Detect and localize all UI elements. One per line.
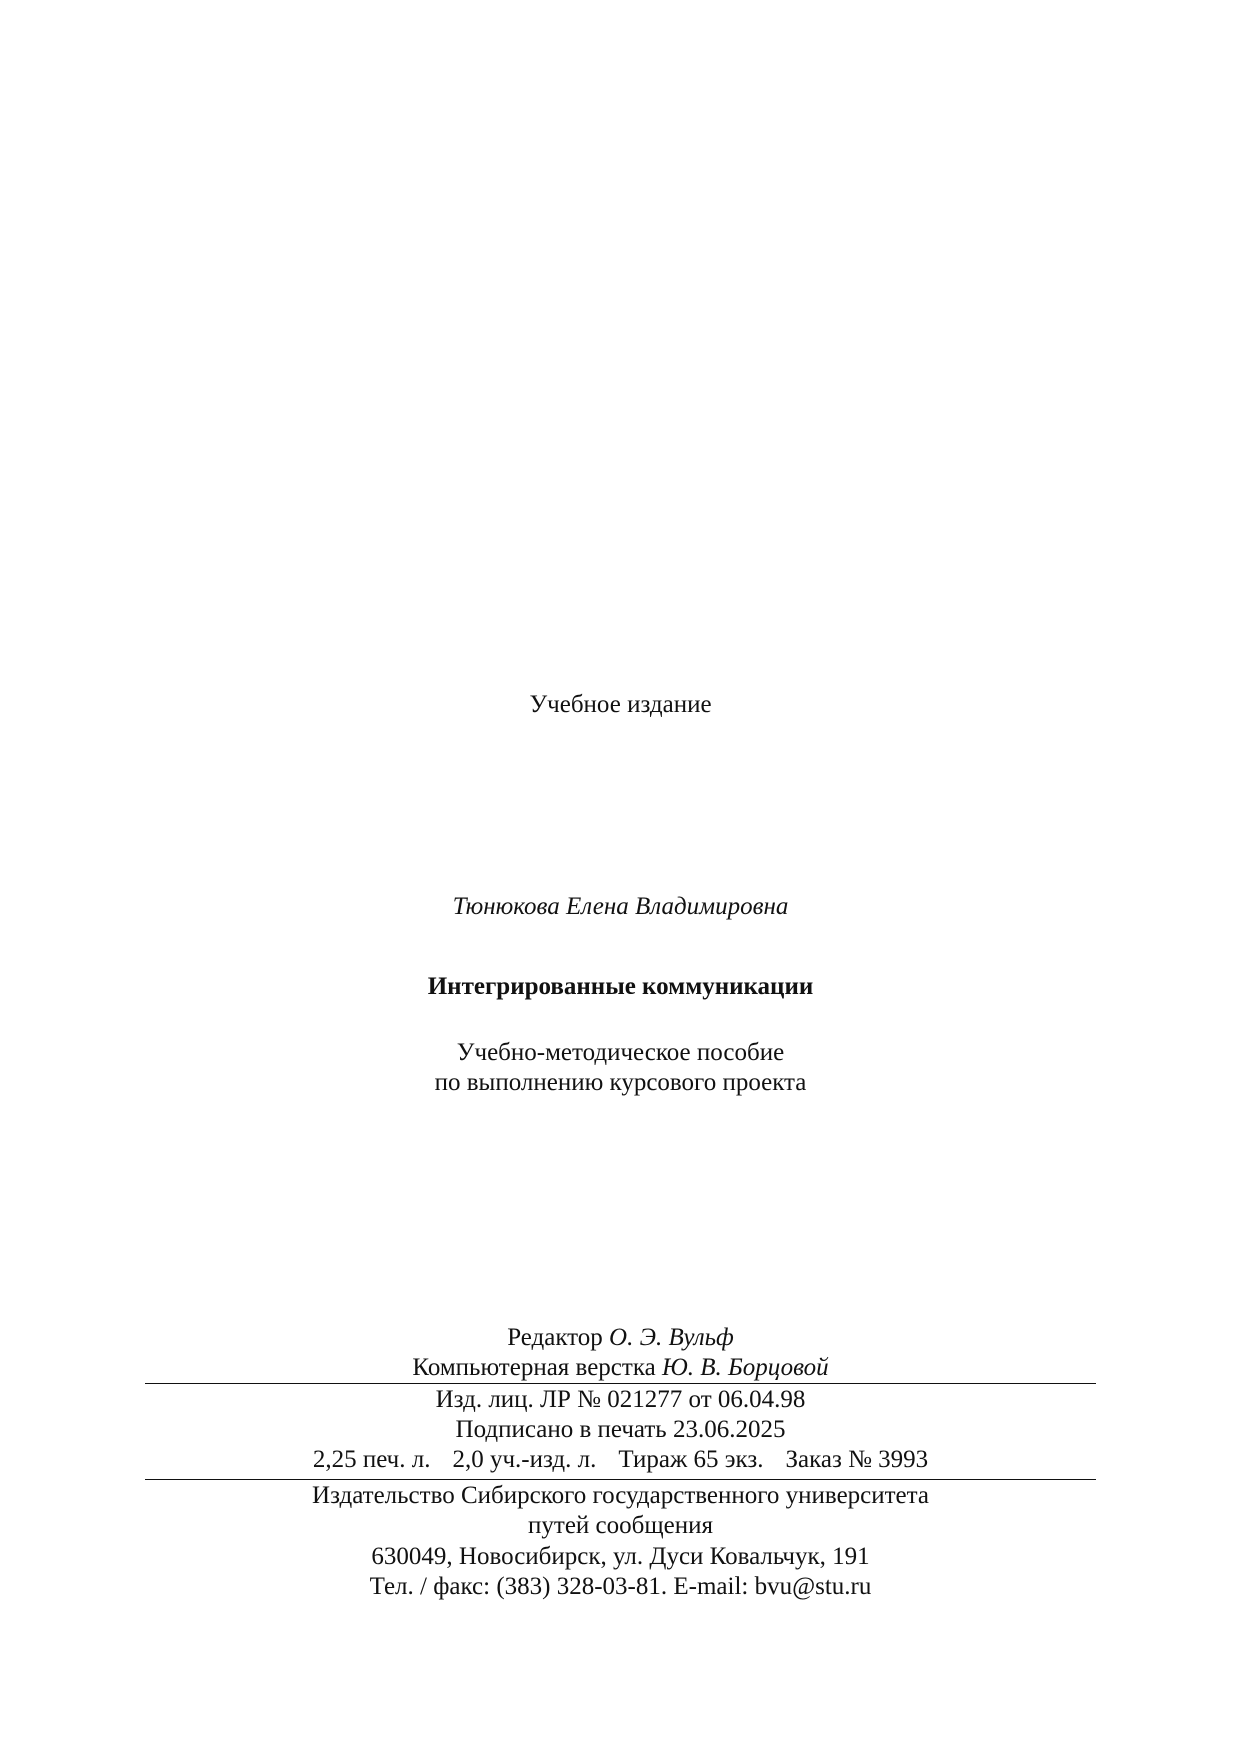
print-sheets: 2,25 печ. л. bbox=[312, 1446, 431, 1473]
print-details-line bbox=[0, 1445, 1241, 1475]
order-number: Заказ № 3993 bbox=[785, 1446, 929, 1473]
subtitle-line-2: по выполнению курсового проекта bbox=[434, 1069, 807, 1096]
top-divider bbox=[145, 1383, 1096, 1384]
author-name: Тюнюкова Елена Владимировна bbox=[452, 893, 789, 920]
layout-name: Ю. В. Борцовой bbox=[661, 1354, 829, 1381]
bottom-divider bbox=[145, 1479, 1096, 1480]
layout-credit bbox=[0, 1353, 1241, 1383]
circulation: Тираж 65 экз. bbox=[618, 1446, 764, 1473]
publisher-line-1: Издательство Сибирского государственного университета bbox=[312, 1482, 929, 1509]
edition-type: Учебное издание bbox=[529, 691, 712, 718]
license-line: Изд. лиц. ЛР № 021277 от 06.04.98 bbox=[435, 1386, 806, 1413]
subtitle-line-1: Учебно-методическое пособие bbox=[456, 1039, 785, 1066]
editor-credit bbox=[0, 1323, 1241, 1353]
document-title: Интегрированные коммуникации bbox=[427, 973, 814, 1000]
publisher-address: 630049, Новосибирск, ул. Дуси Ковальчук, 191 bbox=[371, 1543, 870, 1570]
signed-line: Подписано в печать 23.06.2025 bbox=[455, 1416, 786, 1443]
publisher-line-2: путей сообщения bbox=[528, 1512, 713, 1539]
layout-label: Компьютерная верстка bbox=[412, 1354, 656, 1381]
publisher-sheets: 2,0 уч.-изд. л. bbox=[452, 1446, 597, 1473]
publisher-contacts: Тел. / факс: (383) 328-03-81. E-mail: bvu@stu.ru bbox=[369, 1573, 872, 1600]
editor-name: О. Э. Вульф bbox=[609, 1324, 734, 1351]
editor-label: Редактор bbox=[507, 1324, 603, 1351]
